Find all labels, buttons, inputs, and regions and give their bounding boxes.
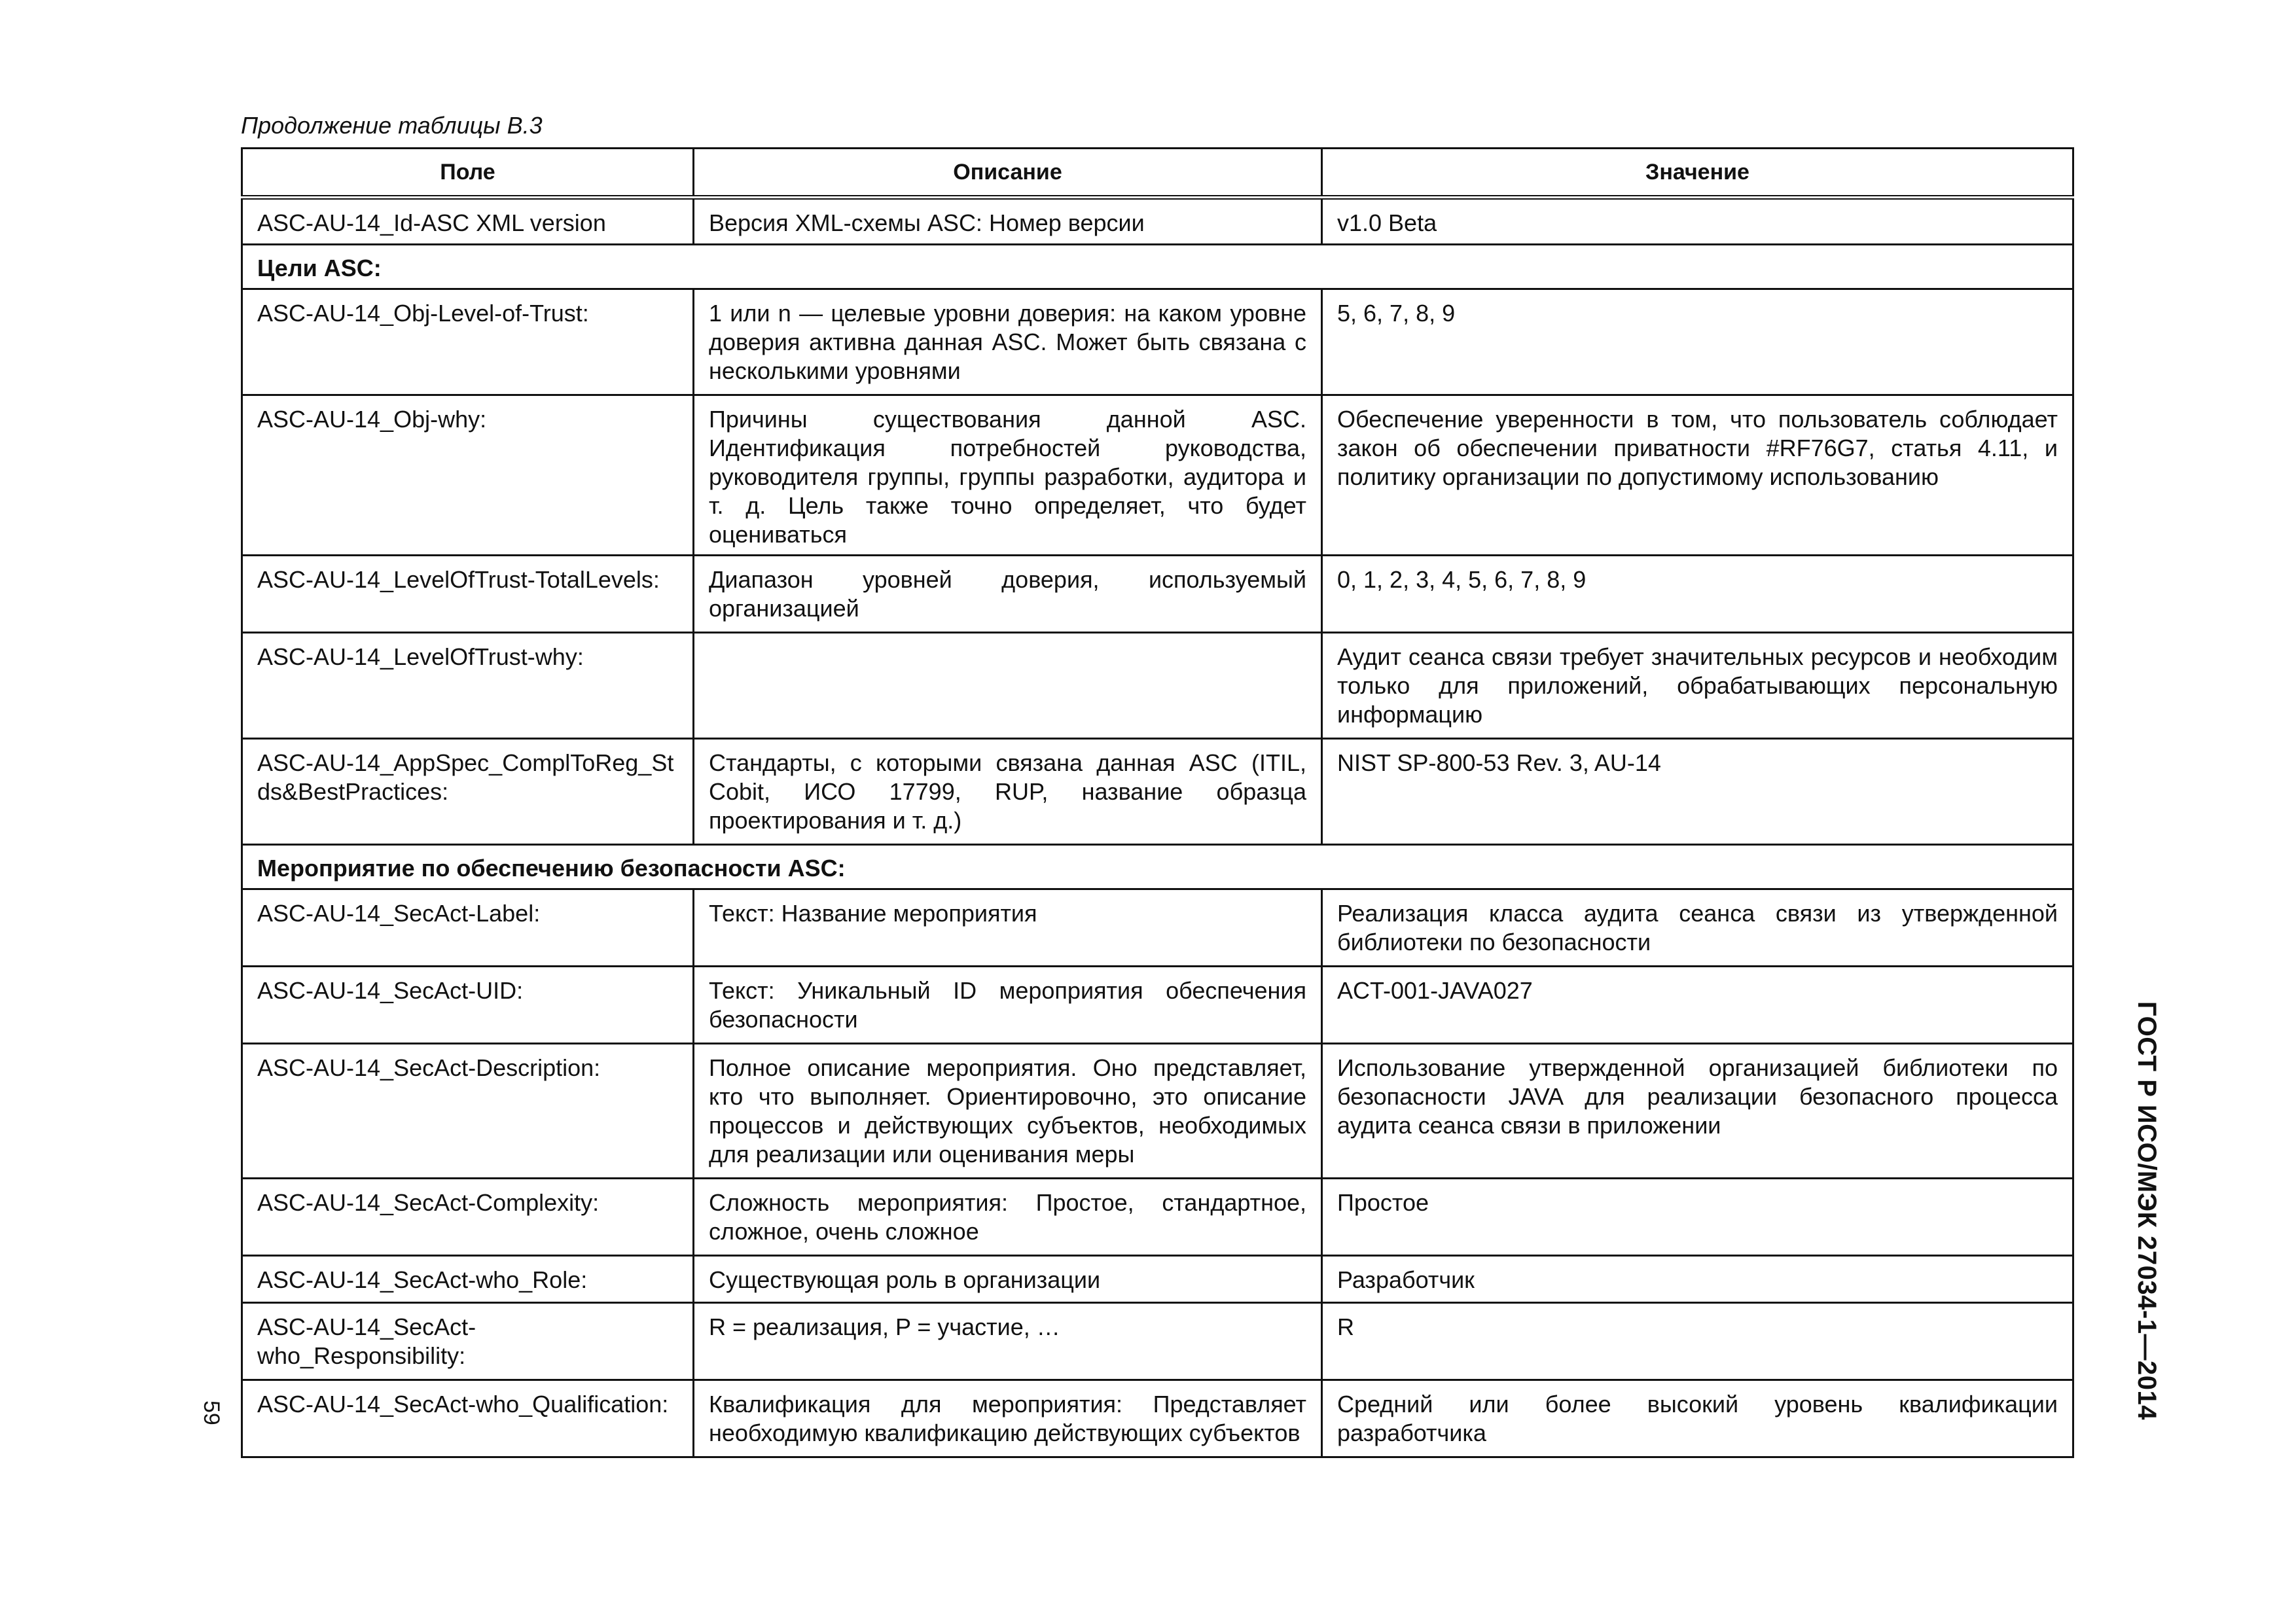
field-cell: ASC-AU-14_AppSpec_ComplToReg_St ds&BestPractices: bbox=[242, 739, 694, 845]
description-cell bbox=[694, 633, 1322, 739]
table-row bbox=[242, 1380, 2073, 1457]
value-cell: Обеспечение уверенности в том, что пользователь соблюдает закон об обеспечении приватности #RF76G7, статья 4.11, и политику организации по допустимому использованию bbox=[1322, 395, 2073, 556]
description-cell: Текст: Название мероприятия bbox=[694, 889, 1322, 967]
field-cell: ASC-AU-14_SecAct-Complexity: bbox=[242, 1179, 694, 1256]
table-row bbox=[242, 1044, 2073, 1179]
field-cell: ASC-AU-14_SecAct-UID: bbox=[242, 967, 694, 1044]
field-cell: ASC-AU-14_SecAct-Description: bbox=[242, 1044, 694, 1179]
section-row bbox=[242, 845, 2073, 889]
value-cell: 0, 1, 2, 3, 4, 5, 6, 7, 8, 9 bbox=[1322, 556, 2073, 633]
table-row bbox=[242, 198, 2073, 245]
field-cell: ASC-AU-14_SecAct-who_Responsibility: bbox=[242, 1303, 694, 1380]
table-row bbox=[242, 1256, 2073, 1303]
description-cell: Существующая роль в организации bbox=[694, 1256, 1322, 1303]
column-header-description: Описание bbox=[694, 149, 1322, 198]
value-cell: 5, 6, 7, 8, 9 bbox=[1322, 289, 2073, 395]
table-row bbox=[242, 967, 2073, 1044]
description-cell: Стандарты, с которыми связана данная ASC (ITIL, Cobit, ИСО 17799, RUP, название образца проектирования и т. д.) bbox=[694, 739, 1322, 845]
value-cell: Реализация класса аудита сеанса связи из утвержденной библиотеки по безопасности bbox=[1322, 889, 2073, 967]
table-row bbox=[242, 1303, 2073, 1380]
column-header-field: Поле bbox=[242, 149, 694, 198]
value-cell: Аудит сеанса связи требует значительных ресурсов и необходим только для приложений, обрабатывающих персональную информацию bbox=[1322, 633, 2073, 739]
value-cell: Средний или более высокий уровень квалификации разработчика bbox=[1322, 1380, 2073, 1457]
description-cell: Текст: Уникальный ID мероприятия обеспечения безопасности bbox=[694, 967, 1322, 1044]
table-row bbox=[242, 556, 2073, 633]
specification-table bbox=[241, 147, 2074, 1458]
description-cell: Сложность мероприятия: Простое, стандартное, сложное, очень сложное bbox=[694, 1179, 1322, 1256]
value-cell: ACT-001-JAVA027 bbox=[1322, 967, 2073, 1044]
value-cell: Простое bbox=[1322, 1179, 2073, 1256]
field-cell: ASC-AU-14_SecAct-who_Qualification: bbox=[242, 1380, 694, 1457]
value-cell: Использование утвержденной организацией библиотеки по безопасности JAVA для реализации безопасного процесса аудита сеанса связи в приложении bbox=[1322, 1044, 2073, 1179]
value-cell: v1.0 Beta bbox=[1322, 198, 2073, 245]
column-header-value: Значение bbox=[1322, 149, 2073, 198]
description-cell: 1 или n — целевые уровни доверия: на каком уровне доверия активна данная ASC. Может быть связана с несколькими уровнями bbox=[694, 289, 1322, 395]
field-cell: ASC-AU-14_Obj-why: bbox=[242, 395, 694, 556]
section-heading: Мероприятие по обеспечению безопасности ASC: bbox=[242, 845, 2073, 889]
field-cell: ASC-AU-14_LevelOfTrust-why: bbox=[242, 633, 694, 739]
description-cell: Причины существования данной ASC. Идентификация потребностей руководства, руководителя группы, группы разработки, аудитора и т. д. Цель также точно определяет, что будет оцениваться bbox=[694, 395, 1322, 556]
description-cell: Полное описание мероприятия. Оно представляет, кто что выполняет. Ориентировочно, это описание процессов и действующих субъектов, необходимых для реализации или оценивания меры bbox=[694, 1044, 1322, 1179]
table-header-row bbox=[242, 149, 2073, 198]
value-cell: Разработчик bbox=[1322, 1256, 2073, 1303]
description-cell: R = реализация, P = участие, … bbox=[694, 1303, 1322, 1380]
page-number: 59 bbox=[199, 1400, 224, 1425]
description-cell: Квалификация для мероприятия: Представляет необходимую квалификацию действующих субъектов bbox=[694, 1380, 1322, 1457]
table-row bbox=[242, 395, 2073, 556]
table-row bbox=[242, 1179, 2073, 1256]
description-cell: Версия XML-схемы ASC: Номер версии bbox=[694, 198, 1322, 245]
document-standard-title: ГОСТ Р ИСО/МЭК 27034-1—2014 bbox=[2132, 1001, 2161, 1420]
field-cell: ASC-AU-14_SecAct-Label: bbox=[242, 889, 694, 967]
table-row bbox=[242, 289, 2073, 395]
section-heading: Цели ASC: bbox=[242, 245, 2073, 289]
field-cell: ASC-AU-14_LevelOfTrust-TotalLevels: bbox=[242, 556, 694, 633]
field-cell: ASC-AU-14_Id-ASC XML version bbox=[242, 198, 694, 245]
table-caption: Продолжение таблицы В.3 bbox=[241, 112, 543, 139]
table-row bbox=[242, 633, 2073, 739]
value-cell: NIST SP-800-53 Rev. 3, AU-14 bbox=[1322, 739, 2073, 845]
description-cell: Диапазон уровней доверия, используемый организацией bbox=[694, 556, 1322, 633]
field-cell: ASC-AU-14_SecAct-who_Role: bbox=[242, 1256, 694, 1303]
table-row bbox=[242, 889, 2073, 967]
section-row bbox=[242, 245, 2073, 289]
value-cell: R bbox=[1322, 1303, 2073, 1380]
field-cell: ASC-AU-14_Obj-Level-of-Trust: bbox=[242, 289, 694, 395]
table-row bbox=[242, 739, 2073, 845]
